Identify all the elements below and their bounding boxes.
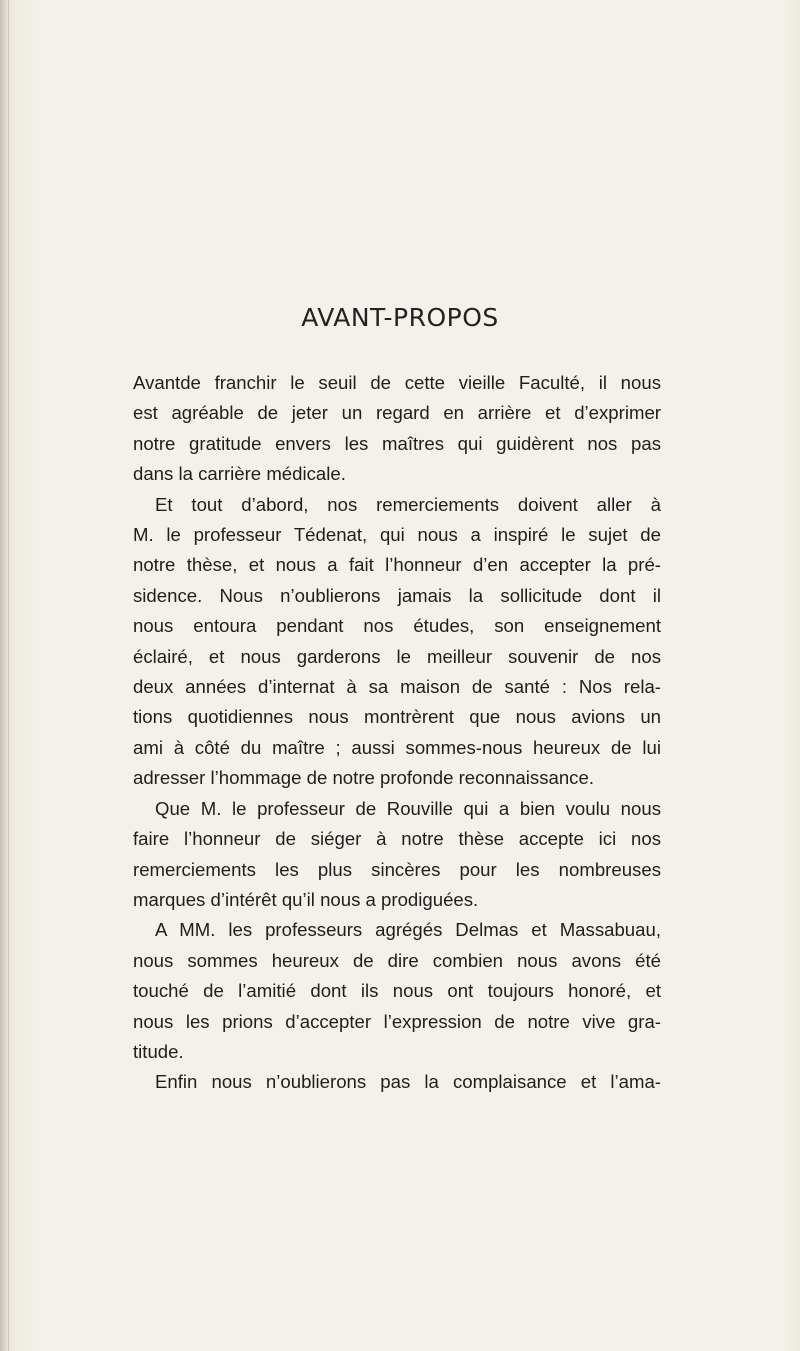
paragraph-2-line-3: notre thèse, et nous a fait l’honneur d’en accepter la pré- — [133, 554, 661, 576]
paragraph-2-line-1: Et tout d’abord, nos remerciements doivent aller à — [155, 493, 661, 515]
binding-shadow — [0, 0, 8, 1351]
paragraph-2-line-7: deux années d’internat à sa maison de santé : Nos rela- — [133, 676, 661, 698]
body-text — [133, 368, 661, 1098]
paragraph-1-line-1: Avantde franchir le seuil de cette vieille Faculté, il nous — [133, 372, 661, 393]
paragraph-2-line-4: sidence. Nous n’oublierons jamais la sollicitude dont il — [133, 584, 661, 606]
paragraph-4-line-2: nous sommes heureux de dire combien nous avons été — [133, 949, 661, 971]
paragraph-3-line-4: marques d’intérêt qu’il nous a prodiguées. — [133, 888, 479, 910]
paragraph-1-line-4: dans la carrière médicale. — [133, 463, 346, 485]
paragraph-2-line-9: ami à côté du maître ; aussi sommes-nous heureux de lui — [133, 736, 661, 758]
paragraph-3-line-1: Que M. le professeur de Rouville qui a bien voulu nous — [155, 797, 661, 819]
paragraph-2-line-5: nous entoura pendant nos études, son enseignement — [133, 615, 661, 637]
paragraph-4-line-5: titude. — [133, 1040, 184, 1062]
paragraph-2-line-8: tions quotidiennes nous montrèrent que nous avions un — [133, 706, 661, 728]
paragraph-1-line-2: est agréable de jeter un regard en arrière et d’exprimer — [133, 402, 661, 424]
paragraph-2-line-6: éclairé, et nous garderons le meilleur souvenir de nos — [133, 645, 661, 667]
paragraph-4-line-4: nous les prions d’accepter l’expression de notre vive gra- — [133, 1010, 661, 1032]
paragraph-5-line-1: Enfin nous n’oublierons pas la complaisance et l’ama- — [155, 1071, 661, 1093]
page-title: AVANT-PROPOS — [301, 303, 499, 332]
paragraph-4-line-3: touché de l’amitié dont ils nous ont toujours honoré, et — [133, 980, 661, 1002]
paragraph-3-line-2: faire l’honneur de siéger à notre thèse accepte ici nos — [133, 828, 661, 850]
paragraph-3-line-3: remerciements les plus sincères pour les nombreuses — [133, 858, 661, 880]
paragraph-2-line-10: adresser l’hommage de notre profonde reconnaissance. — [133, 767, 594, 789]
paragraph-1-line-3: notre gratitude envers les maîtres qui guidèrent nos pas — [133, 432, 661, 454]
paragraph-4-line-1: A MM. les professeurs agrégés Delmas et Massabuau, — [155, 919, 661, 941]
paragraph-2-line-2: M. le professeur Tédenat, qui nous a inspiré le sujet de — [133, 524, 661, 546]
binding-edge — [8, 0, 9, 1351]
